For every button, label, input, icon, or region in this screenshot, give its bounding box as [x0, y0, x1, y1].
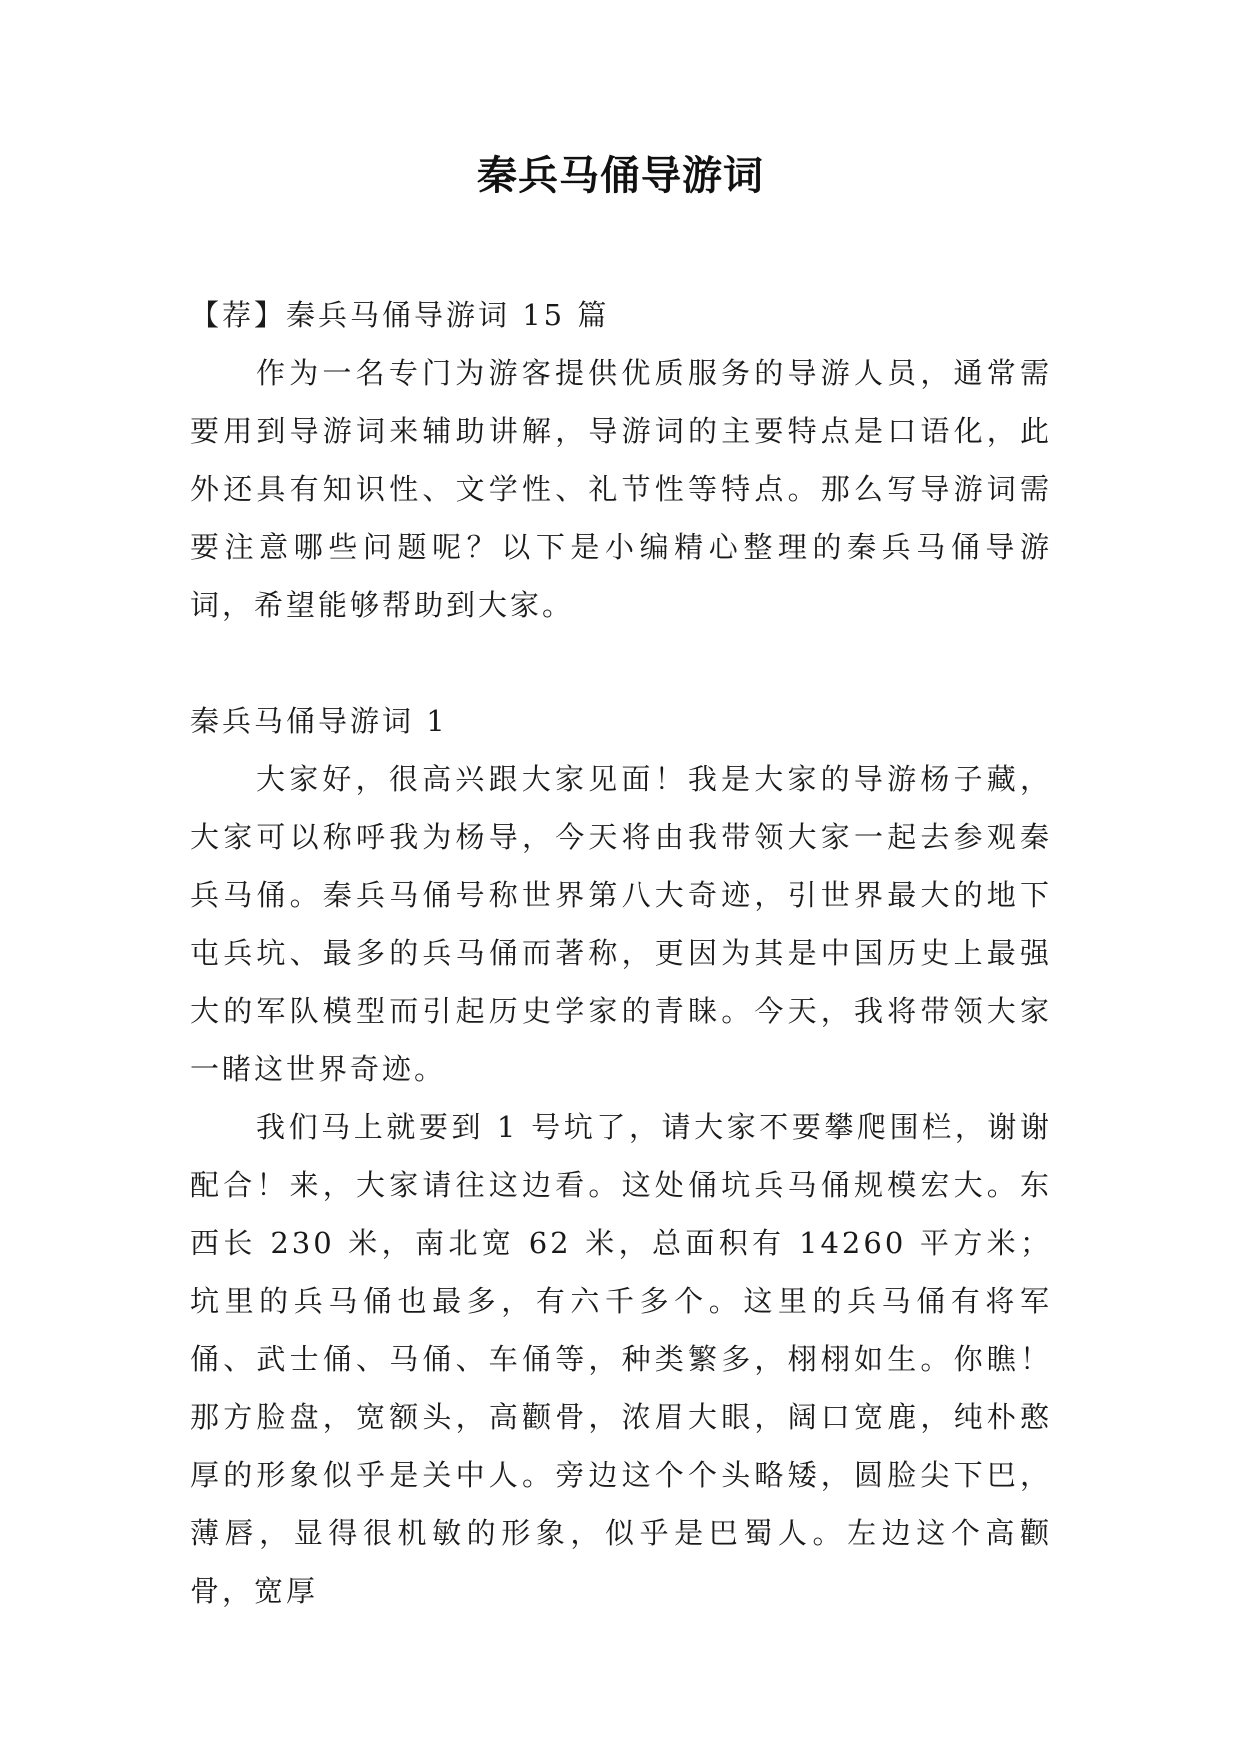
body-paragraph-1: 大家好，很高兴跟大家见面！我是大家的导游杨子藏，大家可以称呼我为杨导，今天将由我带领大家一起去参观秦兵马俑。秦兵马俑号称世界第八大奇迹，引世界最大的地下屯兵坑、最多的兵马俑而著称，更因为其是中国历史上最强大的军队模型而引起历史学家的青睐。今天，我将带领大家一睹这世界奇迹。: [190, 762, 1052, 1086]
recommend-line: 【荐】秦兵马俑导游词 15 篇: [190, 298, 610, 332]
intro-paragraph: 作为一名专门为游客提供优质服务的导游人员，通常需要用到导游词来辅助讲解，导游词的主要特点是口语化，此外还具有知识性、文学性、礼节性等特点。那么写导游词需要注意哪些问题呢？以下是小编精心整理的秦兵马俑导游词，希望能够帮助到大家。: [190, 356, 1052, 622]
document-title: 秦兵马俑导游词: [477, 153, 764, 199]
section-spacer: [190, 634, 1052, 692]
body-paragraph-2: 我们马上就要到 1 号坑了，请大家不要攀爬围栏，谢谢配合！来，大家请往这边看。这处俑坑兵马俑规模宏大。东西长 230 米，南北宽 62 米，总面积有 14260 平方米；坑里的兵马俑也最多，有六千多个。这里的兵马俑有将军俑、武士俑、马俑、车俑等，种类繁多，栩栩如生。你瞧！那方脸盘，宽额头，高颧骨，浓眉大眼，阔口宽鹿，纯朴憨厚的形象似乎是关中人。旁边这个个头略矮，圆脸尖下巴，薄唇，显得很机敏的形象，似乎是巴蜀人。左边这个高颧骨，宽厚: [190, 1110, 1052, 1608]
section-heading: 秦兵马俑导游词 1: [190, 704, 448, 738]
document-body: [190, 286, 1052, 1620]
